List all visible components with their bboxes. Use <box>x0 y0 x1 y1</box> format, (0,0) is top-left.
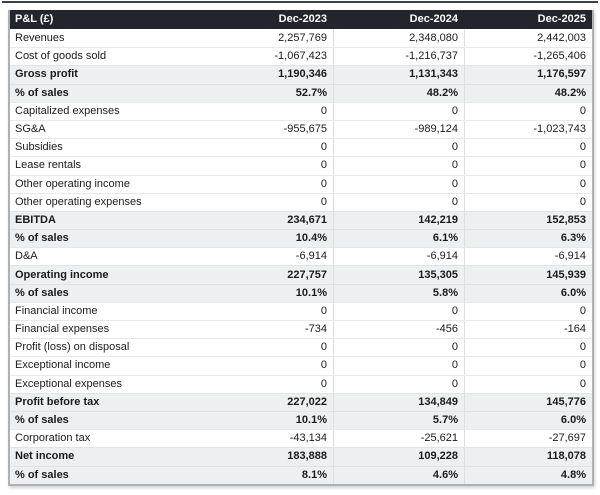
value-dec-2025: 0 <box>464 103 592 120</box>
value-dec-2024: 4.6% <box>333 467 464 484</box>
value-dec-2025: 0 <box>464 376 592 393</box>
top-divider-rule <box>2 1 598 3</box>
row-label: Profit before tax <box>15 396 100 408</box>
value-dec-2024: 0 <box>333 176 464 193</box>
table-row <box>10 175 592 193</box>
value-dec-2025: 6.0% <box>464 285 592 302</box>
value-dec-2025: 0 <box>464 357 592 374</box>
table-row <box>10 156 592 174</box>
value-dec-2025: -1,023,743 <box>464 121 592 138</box>
value-dec-2025: 2,442,003 <box>464 29 592 47</box>
row-label: % of sales <box>15 87 69 99</box>
table-row <box>10 466 592 484</box>
value-dec-2023: -43,134 <box>289 432 327 445</box>
value-dec-2024: 0 <box>333 103 464 120</box>
value-dec-2023: 0 <box>320 377 327 390</box>
value-dec-2025: -27,697 <box>464 430 592 447</box>
table-row <box>10 265 592 283</box>
value-dec-2024: 5.7% <box>333 412 464 429</box>
table-row <box>10 247 592 265</box>
row-label: Exceptional income <box>15 360 111 372</box>
value-dec-2025: 1,176,597 <box>464 66 592 83</box>
value-dec-2025: -164 <box>464 321 592 338</box>
row-label: Financial expenses <box>15 324 110 336</box>
value-dec-2024: 142,219 <box>333 212 464 229</box>
table-row <box>10 102 592 120</box>
value-dec-2025: 0 <box>464 176 592 193</box>
value-dec-2024: 0 <box>333 357 464 374</box>
row-label: % of sales <box>15 233 69 245</box>
value-dec-2023: -1,067,423 <box>274 50 327 63</box>
table-row <box>10 138 592 156</box>
value-dec-2025: -1,265,406 <box>464 48 592 65</box>
value-dec-2024: 0 <box>333 339 464 356</box>
value-dec-2024: 0 <box>333 157 464 174</box>
row-label: Other operating expenses <box>15 196 142 208</box>
value-dec-2025: 0 <box>464 303 592 320</box>
table-row <box>10 375 592 393</box>
row-label: SG&A <box>15 124 46 136</box>
value-dec-2024: 134,849 <box>333 394 464 411</box>
value-dec-2025: 6.3% <box>464 230 592 247</box>
table-header-row <box>10 10 592 29</box>
row-label: Operating income <box>15 269 109 281</box>
value-dec-2024: 0 <box>333 194 464 211</box>
value-dec-2025: 6.0% <box>464 412 592 429</box>
row-label: Profit (loss) on disposal <box>15 342 130 354</box>
value-dec-2023: -734 <box>304 323 327 336</box>
value-dec-2023: 234,671 <box>287 213 327 226</box>
value-dec-2024: 2,348,080 <box>333 29 464 47</box>
value-dec-2024: 5.8% <box>333 285 464 302</box>
value-dec-2024: 1,131,343 <box>333 66 464 83</box>
value-dec-2023: 227,757 <box>287 268 327 281</box>
table-row <box>10 284 592 302</box>
value-dec-2023: 8.1% <box>301 468 327 481</box>
row-label: Net income <box>15 451 75 463</box>
table-row <box>10 47 592 65</box>
value-dec-2023: 0 <box>320 341 327 354</box>
value-dec-2023: 10.4% <box>295 232 327 245</box>
row-label: Financial income <box>15 305 98 317</box>
value-dec-2023: 52.7% <box>295 86 327 99</box>
value-dec-2023: 0 <box>320 104 327 117</box>
row-label: Exceptional expenses <box>15 378 123 390</box>
value-dec-2024: -6,914 <box>333 248 464 265</box>
header-cell-dec-2023: Dec-2023 <box>278 13 327 25</box>
table-row <box>10 411 592 429</box>
table-row <box>10 229 592 247</box>
value-dec-2025: 0 <box>464 339 592 356</box>
value-dec-2024: 0 <box>333 376 464 393</box>
value-dec-2024: -1,216,737 <box>333 48 464 65</box>
table-row <box>10 65 592 83</box>
value-dec-2025: 118,078 <box>464 448 592 465</box>
table-row <box>10 211 592 229</box>
value-dec-2023: -6,914 <box>295 250 327 263</box>
value-dec-2024: 0 <box>333 303 464 320</box>
value-dec-2023: 1,190,346 <box>278 68 327 81</box>
row-label: Revenues <box>15 32 65 44</box>
table-row <box>10 193 592 211</box>
value-dec-2023: -955,675 <box>283 123 327 136</box>
table-body <box>10 29 592 484</box>
value-dec-2025: 145,776 <box>464 394 592 411</box>
table-row <box>10 120 592 138</box>
value-dec-2024: -456 <box>333 321 464 338</box>
value-dec-2025: 0 <box>464 139 592 156</box>
table-row <box>10 29 592 47</box>
row-label: Cost of goods sold <box>15 51 107 63</box>
table-row <box>10 393 592 411</box>
row-label: Corporation tax <box>15 433 91 445</box>
pnl-table <box>8 10 594 486</box>
value-dec-2025: 0 <box>464 157 592 174</box>
row-label: Other operating income <box>15 178 130 190</box>
value-dec-2023: 2,257,769 <box>278 31 327 44</box>
value-dec-2025: -6,914 <box>464 248 592 265</box>
value-dec-2023: 10.1% <box>295 414 327 427</box>
row-label: % of sales <box>15 415 69 427</box>
row-label: Capitalized expenses <box>15 105 120 117</box>
table-row <box>10 356 592 374</box>
table-row <box>10 338 592 356</box>
header-cell-dec-2025: Dec-2025 <box>537 13 586 25</box>
value-dec-2023: 0 <box>320 359 327 372</box>
value-dec-2024: 135,305 <box>333 266 464 283</box>
value-dec-2024: 48.2% <box>333 85 464 102</box>
value-dec-2023: 0 <box>320 304 327 317</box>
value-dec-2024: 6.1% <box>333 230 464 247</box>
row-label: Lease rentals <box>15 160 82 172</box>
header-cell-pnl-title: P&L (£) <box>15 14 54 25</box>
value-dec-2024: 109,228 <box>333 448 464 465</box>
table-row <box>10 302 592 320</box>
value-dec-2023: 10.1% <box>295 286 327 299</box>
row-label: EBITDA <box>15 214 56 226</box>
value-dec-2024: -989,124 <box>333 121 464 138</box>
value-dec-2024: -25,621 <box>333 430 464 447</box>
value-dec-2023: 227,022 <box>287 395 327 408</box>
row-label: % of sales <box>15 469 69 481</box>
value-dec-2025: 0 <box>464 194 592 211</box>
value-dec-2025: 4.8% <box>464 467 592 484</box>
value-dec-2023: 0 <box>320 177 327 190</box>
value-dec-2023: 0 <box>320 159 327 172</box>
table-row <box>10 320 592 338</box>
header-cell-dec-2024: Dec-2024 <box>409 13 458 25</box>
value-dec-2025: 48.2% <box>464 85 592 102</box>
row-label: Gross profit <box>15 69 78 81</box>
value-dec-2023: 0 <box>320 195 327 208</box>
value-dec-2025: 145,939 <box>464 266 592 283</box>
value-dec-2023: 183,888 <box>287 450 327 463</box>
table-row <box>10 429 592 447</box>
table-row <box>10 84 592 102</box>
value-dec-2025: 152,853 <box>464 212 592 229</box>
table-row <box>10 447 592 465</box>
row-label: % of sales <box>15 287 69 299</box>
row-label: Subsidies <box>15 142 63 154</box>
value-dec-2023: 0 <box>320 141 327 154</box>
row-label: D&A <box>15 251 38 263</box>
value-dec-2024: 0 <box>333 139 464 156</box>
